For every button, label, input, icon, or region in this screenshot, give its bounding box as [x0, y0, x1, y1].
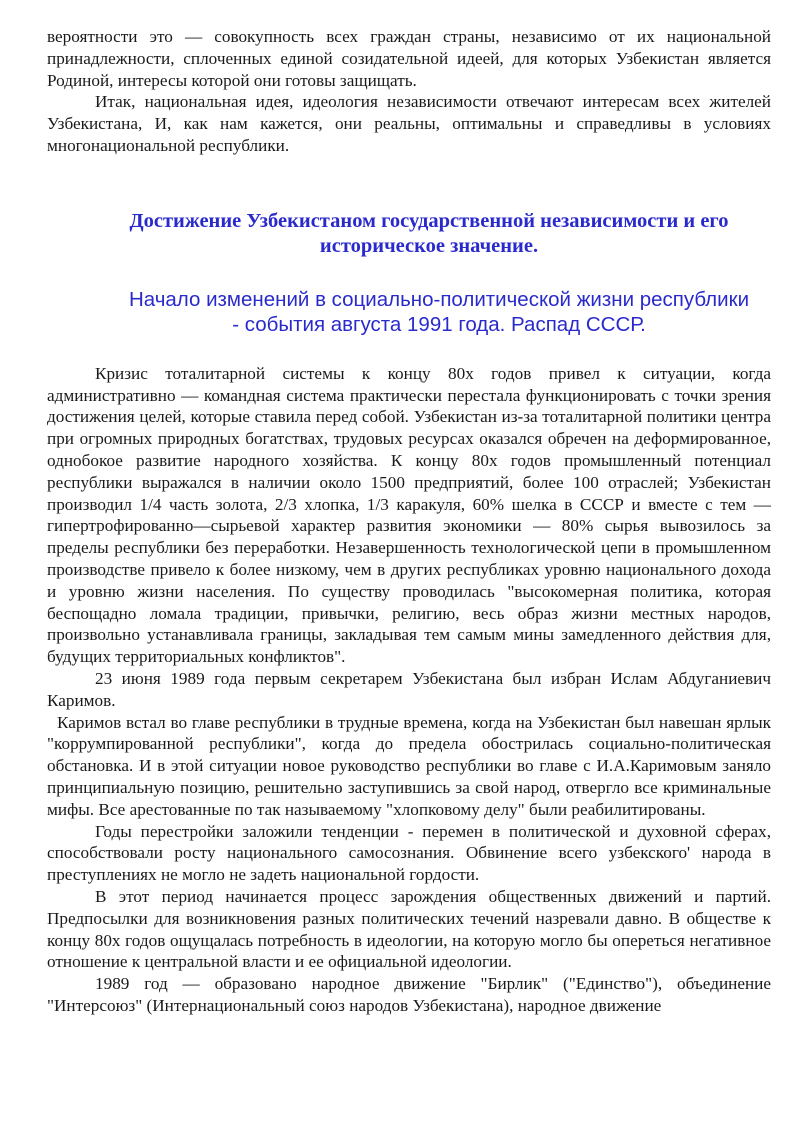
intro-paragraph-1: вероятности это — совокупность всех граждан страны, независимо от их национальной принадлежности, сплоченных единой созидательной идеей, для которых Узбекистан является Родиной, интересы которой они готовы защищать. — [47, 27, 771, 90]
section-subtitle — [47, 287, 771, 337]
section-title — [47, 209, 771, 259]
section-title-line-2: историческое значение. — [319, 234, 539, 257]
body-paragraph-4: Годы перестройки заложили тенденции - перемен в политической и духовной сферах, способствовали росту национального самосознания. Обвинение всего узбекского' народа в преступлениях не могло не задеть национальной гордости. — [47, 821, 771, 885]
section-subtitle-line-1: Начало изменений в социально-политической жизни республики — [128, 287, 750, 311]
body-paragraph-6: 1989 год — образовано народное движение "Бирлик" ("Единство"), объединение "Интерсоюз" (Интернациональный союз народов Узбекистана), народное движение — [47, 974, 771, 1015]
body-paragraph-2: 23 июня 1989 года первым секретарем Узбекистана был избран Ислам Абдуганиевич Каримов. — [47, 668, 771, 710]
intro-paragraph-2: Итак, национальная идея, идеология независимости отвечают интересам всех жителей Узбекистана, И, как нам кажется, они реальны, оптимальны и справедливы в условиях многонациональной республики. — [47, 92, 771, 155]
section-subtitle-line-2: - события августа 1991 года. Распад СССР. — [232, 312, 646, 336]
body-paragraph-1: Кризис тоталитарной системы к концу 80х годов привел к ситуации, когда административно — командная система практически перестала функционировать с точки зрения достижения целей, которые ставила перед собой. Узбекистан из-за тоталитарной политики центра при огромных природных богатствах, трудовых ресурсах оказался обречен на деформированное, однобокое развитие народного хозяйства. К концу 80х годов промышленный потенциал республики выражался в наличии около 1500 предприятий, более 100 отраслей; Узбекистан производил 1/4 часть золота, 2/3 хлопка, 1/3 каракуля, 60% шелка в СССР и вместе с тем — гипертрофированно—сырьевой характер развития экономики — 80% сырья вывозилось за пределы республики без переработки. Незавершенность технологической цепи в промышленном производстве привело к более низкому, чем в других республиках уровню национального дохода и уровню жизни населения. По существу проводилась "высокомерная политика, которая беспощадно ломала традиции, привычки, религию, весь образ жизни местных народов, произвольно устанавливала границы, закладывая тем самым мины замедленного действия для, будущих территориальных конфликтов". — [47, 363, 771, 667]
section-title-line-1: Достижение Узбекистаном государственной независимости и его — [129, 209, 729, 232]
body-paragraph-3: Каримов встал во главе республики в трудные времена, когда на Узбекистан был навешан ярлык "коррумпированной республики", когда до предела обострилась социально-политическая обстановка. И в этой ситуации новое руководство республики во главе с И.А.Каримовым заняло принципиальную позицию, решительно заступившись за свой народ, отвергло все криминальные мифы. Все арестованные по так называемому "хлопковому делу" были реабилитированы. — [47, 712, 771, 819]
document-page — [47, 26, 771, 1017]
body-paragraph-5: В этот период начинается процесс зарождения общественных движений и партий. Предпосылки для возникновения разных политических течений назревали давно. В обществе к концу 80х годов ощущалась потребность в идеологии, на которую могло бы опереться негативное отношение к центральной власти и ее официальной идеологии. — [47, 886, 771, 972]
